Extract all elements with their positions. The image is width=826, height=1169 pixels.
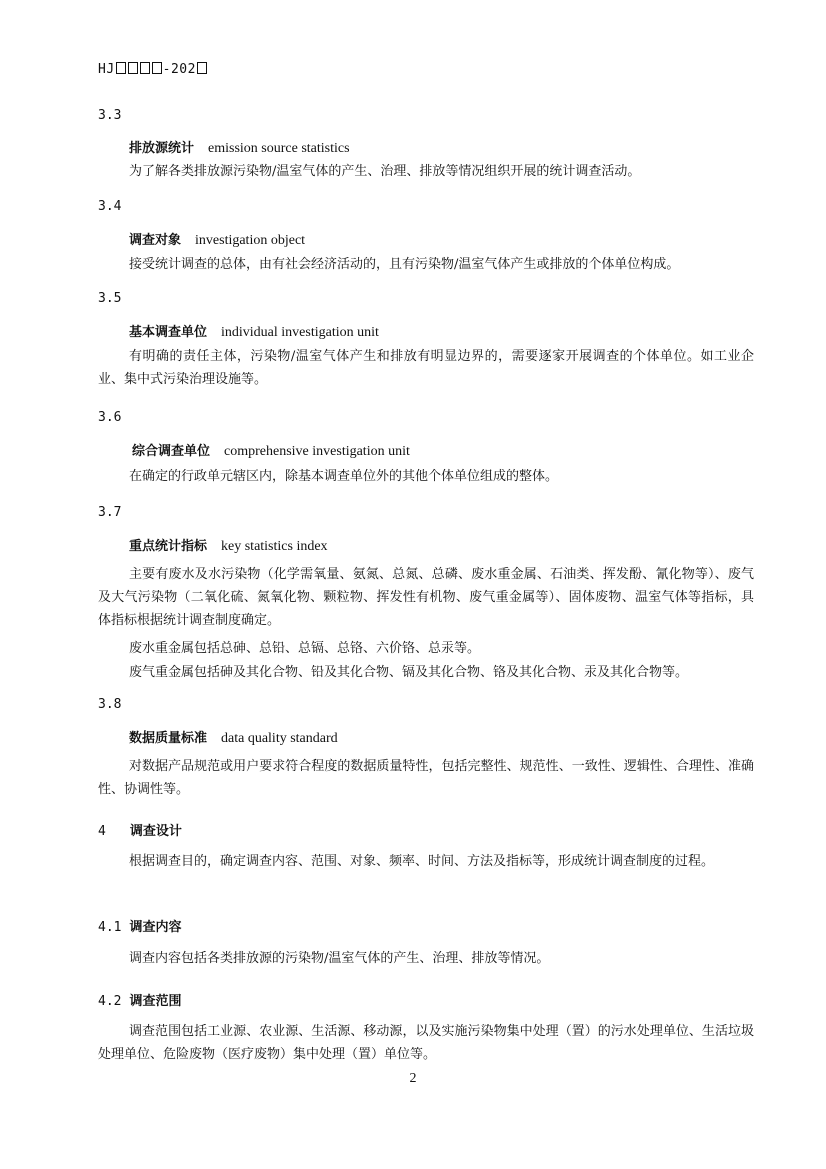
page-number: 2 [409,1071,417,1086]
definition-text: 主要有废水及水污染物（化学需氧量、氨氮、总氮、总磷、废水重金属、石油类、挥发酚、氰化物等）、废气及大气污染物（二氧化硫、氮氧化物、颗粒物、挥发性有机物、废气重金属等）、固体废物、温室气体等指标，具体指标根据统计调查制度确定。 [98,567,754,628]
section-heading: 4.1 调查内容 [98,920,182,935]
term-heading: 调查对象 investigation object [129,233,306,248]
clause-number: 3.6 [98,410,122,425]
clause-number: 3.4 [98,199,122,214]
placeholder-box [197,62,207,74]
clause-number: 3.3 [98,108,122,123]
section-text: 根据调查目的，确定调查内容、范围、对象、频率、时间、方法及指标等，形成统计调查制度的过程。 [129,854,715,869]
definition-text: 在确定的行政单元辖区内，除基本调查单位外的其他个体单位组成的整体。 [129,469,559,484]
term-heading: 综合调查单位 comprehensive investigation unit [132,444,410,459]
standard-code-header: HJ -202 [98,62,208,77]
clause-number: 3.8 [98,697,122,712]
definition-text: 对数据产品规范或用户要求符合程度的数据质量特性，包括完整性、规范性、一致性、逻辑性、合理性、准确性、协调性等。 [98,759,754,797]
section-heading: 4.2 调查范围 [98,994,182,1009]
placeholder-box [152,62,162,74]
term-heading: 重点统计指标 key statistics index [129,539,328,554]
clause-number: 3.7 [98,505,122,520]
placeholder-box [140,62,150,74]
definition-text: 为了解各类排放源污染物/温室气体的产生、治理、排放等情况组织开展的统计调查活动。 [129,164,641,179]
placeholder-box [128,62,138,74]
clause-number: 3.5 [98,291,122,306]
definition-text: 有明确的责任主体，污染物/温室气体产生和排放有明显边界的，需要逐家开展调查的个体单位。如工业企业、集中式污染治理设施等。 [98,349,754,387]
definition-text: 接受统计调查的总体，由有社会经济活动的，且有污染物/温室气体产生或排放的个体单位构成。 [129,257,680,272]
definition-text: 废水重金属包括总砷、总铅、总镉、总铬、六价铬、总汞等。 [129,641,481,656]
section-text: 调查范围包括工业源、农业源、生活源、移动源，以及实施污染物集中处理（置）的污水处理单位、生活垃圾处理单位、危险废物（医疗废物）集中处理（置）单位等。 [98,1024,754,1062]
term-heading: 排放源统计 emission source statistics [129,141,350,156]
section-text: 调查内容包括各类排放源的污染物/温室气体的产生、治理、排放等情况。 [129,951,550,966]
section-heading: 4 调查设计 [98,824,182,839]
definition-text: 废气重金属包括砷及其化合物、铅及其化合物、镉及其化合物、铬及其化合物、汞及其化合物等。 [129,665,689,680]
term-heading: 基本调查单位 individual investigation unit [129,325,379,340]
placeholder-box [116,62,126,74]
term-heading: 数据质量标准 data quality standard [129,731,338,746]
